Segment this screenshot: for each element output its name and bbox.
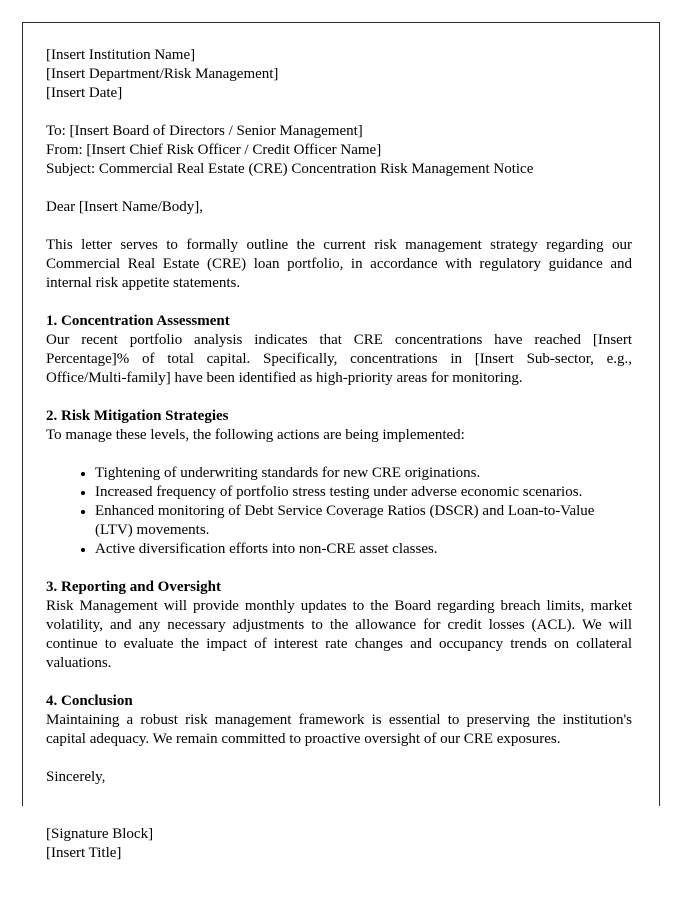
signature-placeholder: [Signature Block] (46, 826, 154, 842)
list-item: • Increased frequency of portfolio stress testing under adverse economic scenarios. (95, 483, 632, 502)
document-page (22, 22, 660, 861)
mitigation-bullet-list (46, 464, 632, 559)
signature-block (46, 825, 632, 863)
section-body: To manage these levels, the following actions are being implemented: (46, 427, 465, 443)
addressing-subject: Subject: Commercial Real Estate (CRE) Concentration Risk Management Notice (46, 161, 534, 177)
list-item: • Active diversification efforts into non-CRE asset classes. (95, 540, 632, 559)
spacer (46, 673, 632, 692)
letterhead-institution: [Insert Institution Name] (46, 47, 196, 63)
spacer (46, 103, 632, 122)
closing-salutation (46, 768, 632, 787)
section-body: Risk Management will provide monthly updates to the Board regarding breach limits, market volatility, and any necessary adjustments to the allowance for credit losses (ACL). We will continue to evaluate the impact of interest rate changes and occupancy trends on collateral valuations. (46, 598, 632, 671)
intro-paragraph: This letter serves to formally outline the current risk management strategy regarding our Commercial Real Estate (CRE) loan portfolio, in accordance with regulatory guidance and internal risk appetite statements. (46, 237, 632, 291)
section-heading: 2. Risk Mitigation Strategies (46, 408, 229, 424)
letterhead-date: [Insert Date] (46, 85, 123, 101)
letterhead-department: [Insert Department/Risk Management] (46, 66, 279, 82)
signature-title: [Insert Title] (46, 845, 122, 861)
section-reporting-and-oversight (46, 578, 632, 673)
addressing-from: From: [Insert Chief Risk Officer / Credit Officer Name] (46, 142, 382, 158)
spacer (46, 445, 632, 464)
section-conclusion (46, 692, 632, 749)
section-heading: 1. Concentration Assessment (46, 313, 230, 329)
salutation: Dear [Insert Name/Body], (46, 199, 204, 215)
letterhead (46, 46, 632, 103)
list-item: • Tightening of underwriting standards for new CRE originations. (95, 464, 632, 483)
document-body (46, 46, 632, 863)
spacer (46, 179, 632, 198)
section-body: Our recent portfolio analysis indicates that CRE concentrations have reached [Insert Percentage]% of total capital. Specifically, concentrations in [Insert Sub-sector, e.g., Office/Multi-family] have been identified as high-priority areas for monitoring. (46, 332, 632, 386)
addressing-to: To: [Insert Board of Directors / Senior Management] (46, 123, 363, 139)
spacer (46, 787, 632, 806)
section-heading: 3. Reporting and Oversight (46, 579, 222, 595)
closing-line: Sincerely, (46, 769, 106, 785)
spacer (46, 388, 632, 407)
section-body: Maintaining a robust risk management framework is essential to preserving the institution's capital adequacy. We remain committed to proactive oversight of our CRE exposures. (46, 712, 632, 747)
section-risk-mitigation-strategies (46, 407, 632, 559)
spacer (46, 217, 632, 236)
addressing-block (46, 122, 632, 179)
spacer (46, 293, 632, 312)
list-item: • Enhanced monitoring of Debt Service Coverage Ratios (DSCR) and Loan-to-Value (LTV) movements. (95, 502, 632, 540)
section-heading: 4. Conclusion (46, 693, 133, 709)
spacer (46, 806, 632, 825)
spacer (46, 749, 632, 768)
section-concentration-assessment (46, 312, 632, 388)
spacer (46, 559, 632, 578)
